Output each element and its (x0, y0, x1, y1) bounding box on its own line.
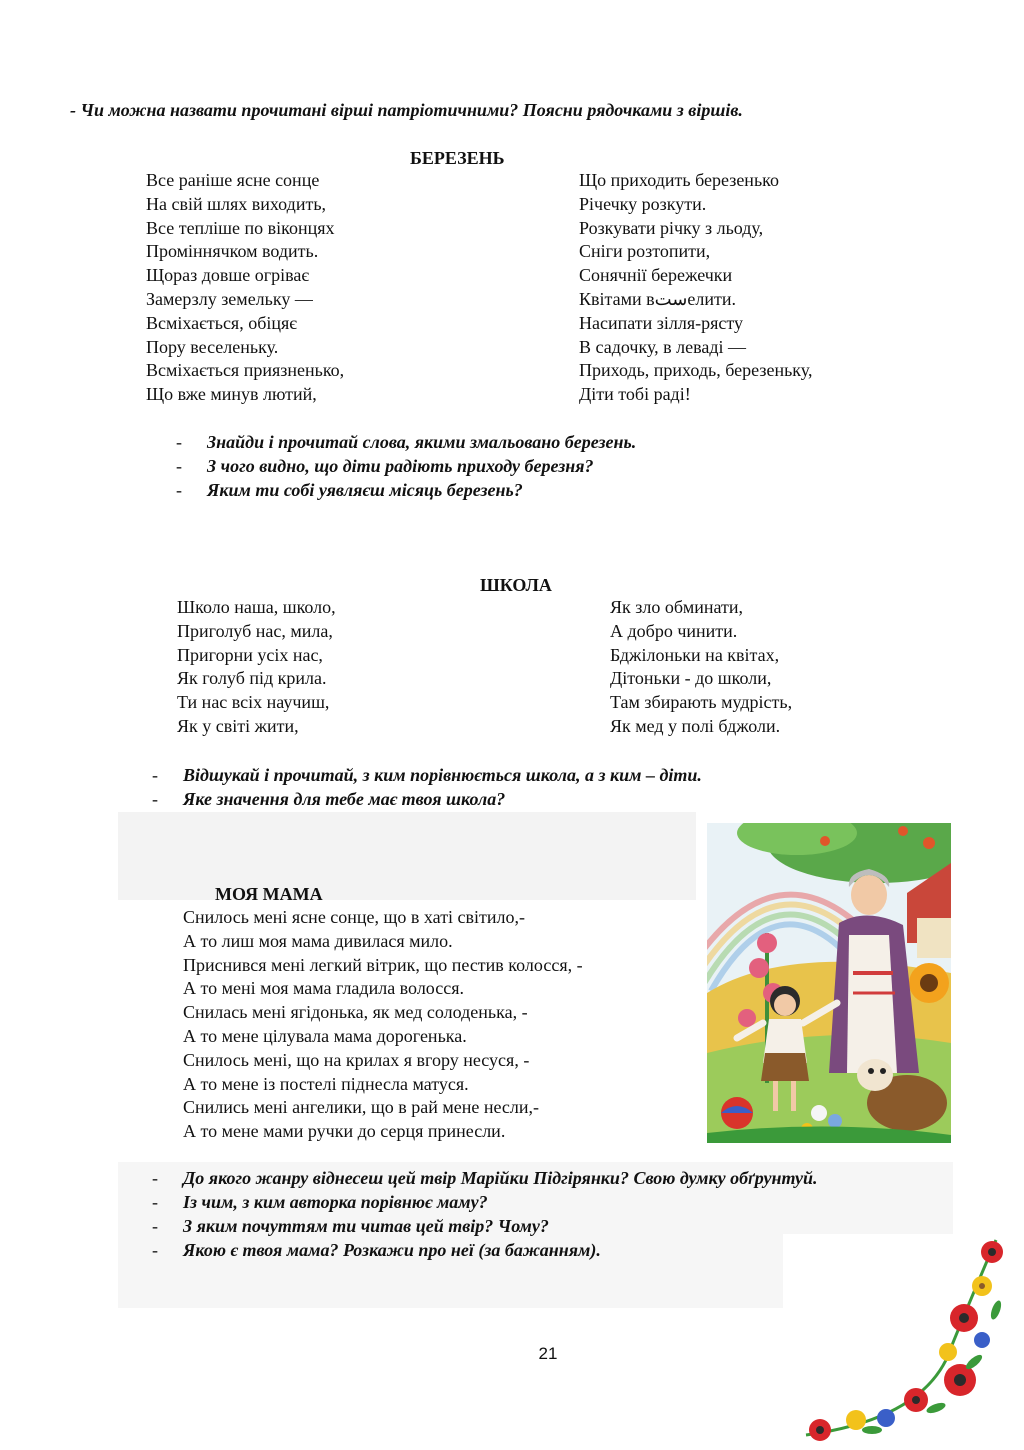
poem-line: Все раніше ясне сонце (146, 170, 320, 190)
poem-line: Діти тобі раді! (579, 384, 691, 405)
question-item (152, 787, 702, 811)
question-item (176, 478, 636, 502)
poem-line: А то мене із постелі піднесла матуся. (183, 1073, 469, 1094)
poem-line: Дітоньки - до школи, (610, 668, 772, 689)
mother-and-child-illustration (707, 823, 951, 1143)
flower-icon (950, 1304, 978, 1332)
poem-line: Снилось мені, що на крилах я вгору несуся, - (183, 1049, 530, 1070)
poem-line: Що вже минув лютий, (146, 384, 317, 405)
flower-icon (974, 1332, 990, 1348)
question-item (152, 1190, 818, 1214)
poem-line: Всміхається, обіцяє (146, 312, 298, 333)
poem-shkola-right-column (610, 596, 792, 739)
poem-line: Пригорни усіх нас, (177, 644, 323, 665)
floral-ornament-icon (796, 1230, 1024, 1450)
flower-icon (944, 1364, 976, 1396)
poem-line: А то мені моя мама гладила волосся. (183, 978, 465, 999)
list-dash: - (176, 432, 182, 452)
shkola-questions (152, 763, 702, 811)
question-text: Відшукай і прочитай, з ким порівнюється школа, а з ким – діти. (183, 765, 702, 785)
poem-line: Школо наша, школо, (177, 597, 336, 617)
list-dash: - (152, 765, 158, 785)
question-item (176, 454, 636, 478)
poem-line: А то мене мами ручки до серця принесли. (183, 1121, 506, 1142)
shaded-panel (118, 812, 696, 900)
poem-line: Розкувати річку з льоду, (579, 217, 764, 238)
poem-line: Сніги розтопити, (579, 241, 711, 262)
poem-line: А добро чинити. (610, 620, 738, 641)
poem-berezen-right-column (579, 169, 812, 407)
flower-icon (809, 1419, 831, 1441)
question-item (152, 1238, 818, 1262)
poem-line: Щораз довше огріває (146, 265, 310, 286)
poem-line: Там збирають мудрість, (610, 692, 793, 713)
question-text: Якою є твоя мама? Розкажи про неї (за бажанням). (183, 1240, 601, 1260)
poem-line: А то мене цілувала мама дорогенька. (183, 1025, 467, 1046)
poem-line: Насипати зілля-рясту (579, 312, 744, 333)
poem-line: Ти нас всіх научиш, (177, 692, 330, 713)
poem-title-mama: МОЯ МАМА (215, 884, 323, 904)
question-item (152, 1214, 818, 1238)
list-dash: - (152, 1168, 158, 1188)
poem-line: Як зло обминати, (610, 597, 744, 617)
poem-line: Як мед у полі бджоли. (610, 715, 781, 736)
list-dash: - (152, 1216, 158, 1236)
question-text: Яким ти собі уявляєш місяць березень? (207, 480, 523, 500)
list-dash: - (152, 1240, 158, 1260)
flower-icon (972, 1276, 992, 1296)
flower-icon (939, 1343, 957, 1361)
poem-line: Все тепліше по віконцях (146, 217, 335, 238)
poem-line: А то лиш моя мама дивилася мило. (183, 930, 453, 951)
poem-line: Приходь, приходь, березеньку, (579, 360, 813, 381)
poem-line: Замерзлу земельку — (146, 288, 313, 309)
question-item (152, 1166, 818, 1190)
mama-questions (152, 1166, 818, 1262)
poem-line: Бджілоньки на квітах, (610, 644, 780, 665)
poem-title-shkola: ШКОЛА (480, 575, 552, 595)
question-text: Із чим, з ким авторка порівнює маму? (183, 1192, 488, 1212)
poem-line: Як у світі жити, (177, 715, 299, 736)
poem-shkola-left-column (177, 596, 336, 739)
list-dash: - (176, 480, 182, 500)
question-text: З яким почуттям ти читав цей твір? Чому? (183, 1216, 549, 1236)
poem-line: Приснився мені легкий вітрик, що пестив колосся, - (183, 954, 583, 975)
poem-line: Снились мені ангелики, що в рай мене несли,- (183, 1097, 540, 1118)
flower-icon (981, 1241, 1003, 1263)
poem-mama-lines (183, 906, 583, 1144)
question-text: З чого видно, що діти радіють приходу березня? (207, 456, 594, 476)
question-text: Знайди і прочитай слова, якими змальовано березень. (207, 432, 637, 452)
poem-line: Снилась мені ягідонька, як мед солоденька, - (183, 1002, 528, 1023)
poem-berezen-left-column (146, 169, 344, 407)
poem-line: Як голуб під крила. (177, 668, 327, 689)
poem-line: В садочку, в леваді — (579, 336, 747, 357)
question-item (176, 430, 636, 454)
flower-icon (877, 1409, 895, 1427)
poem-line: На свій шлях виходить, (146, 193, 327, 214)
poem-line: Річечку розкути. (579, 193, 707, 214)
poem-line: Проміннячком водить. (146, 241, 319, 262)
flower-icon (904, 1388, 928, 1412)
poem-line: Пору веселеньку. (146, 336, 279, 357)
question-text: До якого жанру віднесеш цей твір Марійки Підгірянки? Свою думку обґрунтуй. (183, 1168, 818, 1188)
poem-line: Приголуб нас, мила, (177, 620, 333, 641)
berezen-questions (176, 430, 636, 502)
question-item (152, 763, 702, 787)
list-dash: - (176, 456, 182, 476)
poem-line: Що приходить березенько (579, 170, 779, 190)
poem-title-berezen: БЕРЕЗЕНЬ (410, 148, 505, 168)
page-number: 21 (538, 1344, 558, 1363)
poem-line: Сонячнії бережечки (579, 265, 733, 286)
intro-question: - Чи можна назвати прочитані вірші патріотичними? Поясни рядочками з віршів. (70, 100, 743, 120)
list-dash: - (152, 789, 158, 809)
flower-icon (846, 1410, 866, 1430)
poem-line: Всміхається приязненько, (146, 360, 345, 381)
list-dash: - (152, 1192, 158, 1212)
question-text: Яке значення для тебе має твоя школа? (183, 789, 506, 809)
poem-line: Квітами вستелити. (579, 288, 736, 309)
poem-line: Снилось мені ясне сонце, що в хаті світило,- (183, 907, 526, 927)
